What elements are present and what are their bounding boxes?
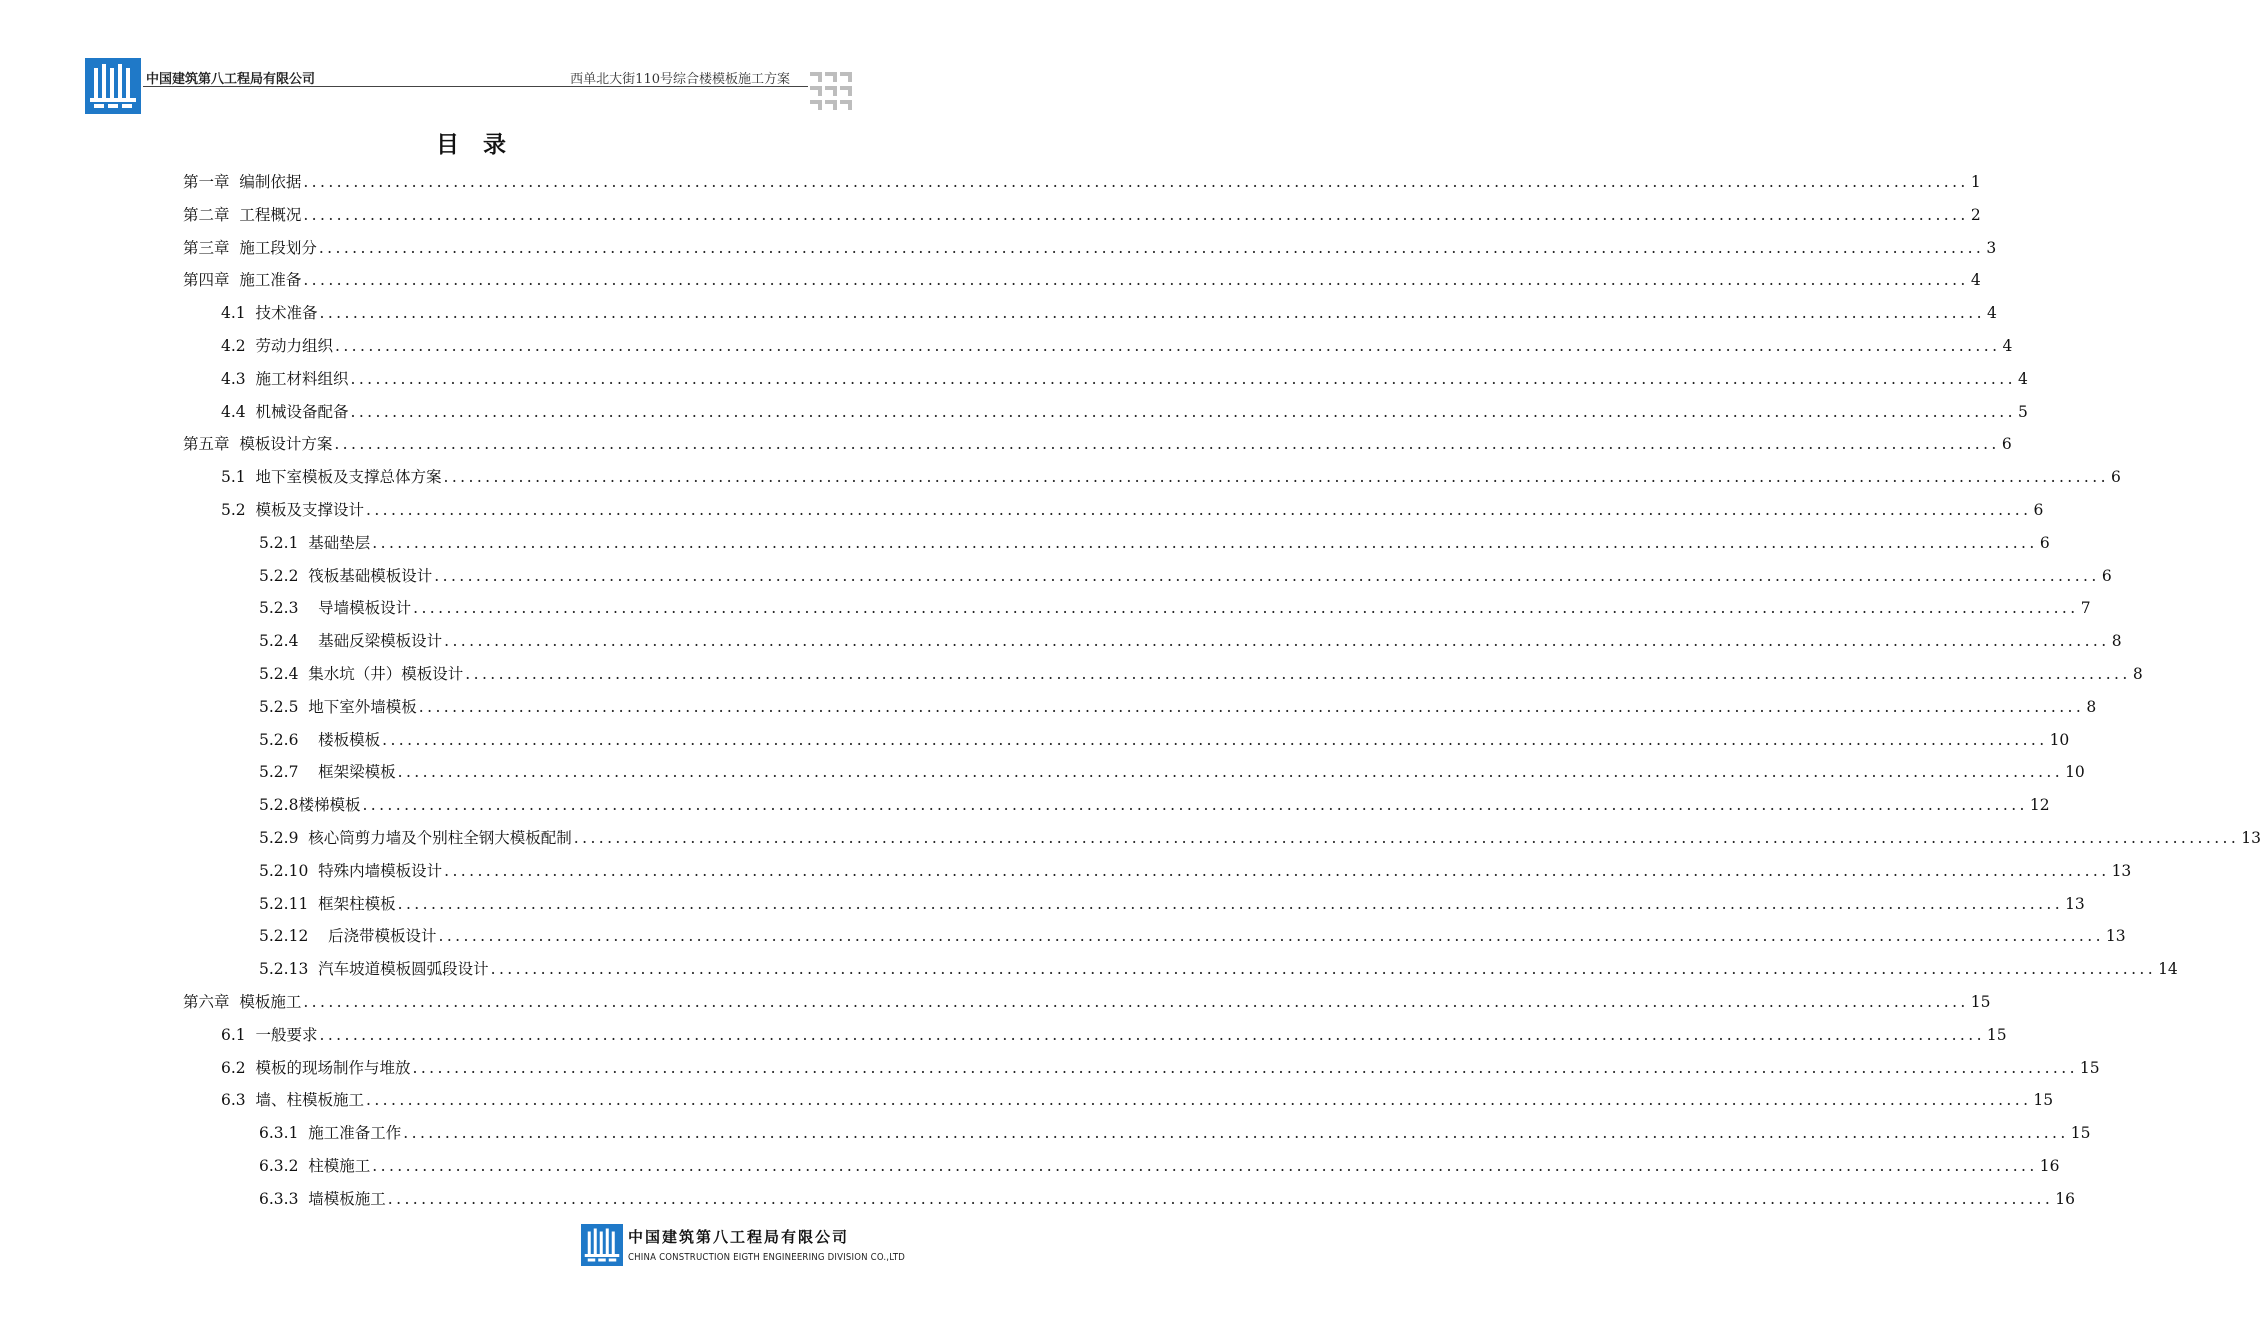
toc-entry[interactable] bbox=[0, 330, 2013, 363]
toc-entry[interactable] bbox=[0, 461, 2121, 494]
toc-entry-title: 第二章 工程概况 bbox=[183, 205, 302, 224]
toc-entry[interactable] bbox=[0, 986, 1991, 1019]
toc-entry-page: 6 bbox=[2033, 500, 2044, 519]
toc-leader-dots: ........................................................................................................................................................................................................ bbox=[319, 304, 1985, 323]
toc-entry-title: 5.2.3 导墙模板设计 bbox=[259, 599, 412, 618]
toc-entry[interactable] bbox=[0, 822, 2261, 855]
toc-entry-title: 5.2.8楼梯模板 bbox=[259, 796, 361, 815]
toc-leader-dots: ........................................................................................................................................................................................................ bbox=[387, 1189, 2054, 1208]
toc-entry-title: 4.4 机械设备配备 bbox=[221, 402, 349, 421]
toc-entry[interactable] bbox=[0, 789, 2050, 822]
toc-entry-title: 6.3 墙、柱模板施工 bbox=[221, 1091, 365, 1110]
toc-leader-dots: ........................................................................................................................................................................................................ bbox=[490, 960, 2157, 979]
toc-entry-page: 1 bbox=[1970, 173, 1981, 191]
toc-entry-title: 第五章 模板设计方案 bbox=[183, 435, 333, 454]
toc-entry-title: 5.2.7 框架梁模板 bbox=[259, 763, 396, 782]
toc-leader-dots: ........................................................................................................................................................................................................ bbox=[403, 1124, 2069, 1143]
toc-entry[interactable] bbox=[0, 1084, 2054, 1117]
toc-entry-page: 15 bbox=[1970, 992, 1991, 1011]
toc-entry[interactable] bbox=[0, 1019, 2007, 1052]
toc-entry-title: 5.2.4 基础反梁模板设计 bbox=[259, 632, 443, 651]
toc-leader-dots: ........................................................................................................................................................................................................ bbox=[362, 796, 2028, 815]
header-company: 中国建筑第八工程局有限公司 bbox=[146, 72, 316, 87]
toc-entry-page: 13 bbox=[2241, 828, 2261, 847]
toc-entry-page: 16 bbox=[2039, 1156, 2060, 1175]
toc-entry[interactable] bbox=[0, 560, 2112, 593]
footer-company-en: CHINA CONSTRUCTION EIGTH ENGINEERING DIVISION CO.,LTD bbox=[628, 1252, 906, 1263]
toc-leader-dots: ........................................................................................................................................................................................................ bbox=[573, 828, 2240, 847]
toc-leader-dots: ........................................................................................................................................................................................................ bbox=[350, 402, 2016, 421]
toc-entry[interactable] bbox=[0, 527, 2050, 560]
header-project-title: 西单北大街110号综合楼模板施工方案 bbox=[570, 72, 790, 87]
toc-entry-title: 6.3.3 墙模板施工 bbox=[259, 1189, 386, 1208]
toc-entry-title: 第三章 施工段划分 bbox=[183, 238, 317, 257]
toc-entry[interactable] bbox=[0, 691, 2097, 724]
toc-leader-dots: ........................................................................................................................................................................................................ bbox=[350, 369, 2016, 388]
toc-entry[interactable] bbox=[0, 1183, 2075, 1216]
toc-entry-page: 13 bbox=[2105, 927, 2126, 946]
toc-entry[interactable] bbox=[0, 1052, 2100, 1085]
toc-entry-page: 16 bbox=[2055, 1189, 2075, 1208]
toc-leader-dots: ........................................................................................................................................................................................................ bbox=[303, 271, 1969, 290]
toc-leader-dots: ........................................................................................................................................................................................................ bbox=[413, 599, 2079, 618]
toc-entry-title: 5.2.2 筏板基础模板设计 bbox=[259, 566, 433, 585]
page-title: 目 录 bbox=[435, 132, 514, 158]
toc-entry-title: 4.3 施工材料组织 bbox=[221, 369, 349, 388]
toc-leader-dots: ........................................................................................................................................................................................................ bbox=[443, 468, 2109, 487]
toc-entry-title: 6.2 模板的现场制作与堆放 bbox=[221, 1058, 411, 1077]
toc-entry[interactable] bbox=[0, 494, 2044, 527]
toc-entry[interactable] bbox=[0, 166, 1981, 199]
toc-entry-page: 13 bbox=[2111, 861, 2132, 880]
toc-entry-title: 5.2.1 基础垫层 bbox=[259, 533, 371, 552]
toc-entry-title: 4.2 劳动力组织 bbox=[221, 336, 334, 355]
toc-leader-dots: ........................................................................................................................................................................................................ bbox=[397, 763, 2064, 782]
toc-entry[interactable] bbox=[0, 855, 2132, 888]
toc-leader-dots: ........................................................................................................................................................................................................ bbox=[438, 927, 2104, 946]
toc-entry-title: 5.2.10 特殊内墙模板设计 bbox=[259, 861, 443, 880]
toc-leader-dots: ........................................................................................................................................................................................................ bbox=[366, 1091, 2032, 1110]
toc-leader-dots: ........................................................................................................................................................................................................ bbox=[319, 1025, 1985, 1044]
toc-entry-title: 5.2.9 核心筒剪力墙及个别柱全钢大模板配制 bbox=[259, 828, 572, 847]
toc-leader-dots: ........................................................................................................................................................................................................ bbox=[318, 238, 1985, 257]
toc-leader-dots: ........................................................................................................................................................................................................ bbox=[335, 336, 2001, 355]
toc-entry-page: 6 bbox=[2101, 566, 2112, 585]
toc-entry-title: 5.2.6 楼板模板 bbox=[259, 730, 381, 749]
toc-entry[interactable] bbox=[0, 1117, 2091, 1150]
toc-entry[interactable] bbox=[0, 756, 2085, 789]
toc-leader-dots: ........................................................................................................................................................................................................ bbox=[418, 697, 2085, 716]
toc-entry[interactable] bbox=[0, 396, 2028, 429]
cscec-logo-icon bbox=[581, 1224, 623, 1266]
toc-entry-page: 6 bbox=[2111, 468, 2121, 487]
toc-entry-page: 15 bbox=[1986, 1025, 2007, 1044]
toc-entry-page: 4 bbox=[2018, 369, 2028, 388]
toc-leader-dots: ........................................................................................................................................................................................................ bbox=[372, 1156, 2038, 1175]
cscec-logo-icon bbox=[85, 58, 141, 114]
toc-leader-dots: ........................................................................................................................................................................................................ bbox=[366, 500, 2032, 519]
header-divider bbox=[143, 86, 808, 87]
toc-leader-dots: ........................................................................................................................................................................................................ bbox=[444, 632, 2110, 651]
toc-entry-page: 10 bbox=[2049, 730, 2070, 749]
toc-entry[interactable] bbox=[0, 264, 1981, 297]
toc-entry-page: 15 bbox=[2033, 1091, 2054, 1110]
toc-entry-title: 5.2.4 集水坑（井）模板设计 bbox=[259, 664, 464, 683]
toc-entry[interactable] bbox=[0, 428, 2012, 461]
toc-entry-title: 5.2 模板及支撑设计 bbox=[221, 500, 365, 519]
toc-entry[interactable] bbox=[0, 232, 1997, 265]
toc-entry-title: 6.1 一般要求 bbox=[221, 1025, 318, 1044]
toc-entry-page: 2 bbox=[1970, 205, 1981, 224]
toc-entry-title: 4.1 技术准备 bbox=[221, 304, 318, 323]
toc-leader-dots: ........................................................................................................................................................................................................ bbox=[334, 435, 2000, 454]
toc-entry-page: 8 bbox=[2086, 697, 2097, 716]
toc-entry-page: 8 bbox=[2132, 664, 2143, 683]
toc-entry[interactable] bbox=[0, 920, 2126, 953]
toc-entry-title: 5.2.11 框架柱模板 bbox=[259, 894, 396, 913]
table-of-contents bbox=[0, 166, 2261, 1216]
toc-entry-page: 4 bbox=[2002, 336, 2013, 355]
footer-company-cn: 中国建筑第八工程局有限公司 bbox=[628, 1228, 850, 1246]
toc-entry[interactable] bbox=[0, 592, 2091, 625]
toc-entry-page: 6 bbox=[2039, 533, 2050, 552]
toc-entry[interactable] bbox=[0, 888, 2085, 921]
toc-entry-page: 4 bbox=[1987, 304, 1997, 323]
toc-leader-dots: ........................................................................................................................................................................................................ bbox=[303, 992, 1969, 1011]
toc-entry-page: 3 bbox=[1986, 238, 1997, 257]
toc-entry-title: 5.2.13 汽车坡道模板圆弧段设计 bbox=[259, 960, 489, 979]
toc-entry-title: 6.3.1 施工准备工作 bbox=[259, 1124, 402, 1143]
toc-entry-page: 15 bbox=[2070, 1124, 2091, 1143]
toc-leader-dots: ........................................................................................................................................................................................................ bbox=[382, 730, 2048, 749]
toc-entry-page: 10 bbox=[2065, 763, 2085, 782]
toc-entry-page: 14 bbox=[2158, 960, 2178, 979]
toc-entry[interactable] bbox=[0, 363, 2028, 396]
toc-leader-dots: ........................................................................................................................................................................................................ bbox=[444, 861, 2110, 880]
cscec-pattern-icon bbox=[808, 68, 854, 112]
toc-entry-title: 5.1 地下室模板及支撑总体方案 bbox=[221, 468, 442, 487]
toc-entry-page: 5 bbox=[2018, 402, 2028, 421]
toc-entry[interactable] bbox=[0, 724, 2070, 757]
toc-entry-title: 第一章 编制依据 bbox=[183, 173, 302, 191]
toc-entry-page: 7 bbox=[2080, 599, 2091, 618]
toc-leader-dots: ........................................................................................................................................................................................................ bbox=[412, 1058, 2078, 1077]
toc-leader-dots: ........................................................................................................................................................................................................ bbox=[434, 566, 2100, 585]
toc-leader-dots: ........................................................................................................................................................................................................ bbox=[303, 205, 1969, 224]
toc-entry[interactable] bbox=[0, 199, 1981, 232]
toc-leader-dots: ........................................................................................................................................................................................................ bbox=[372, 533, 2038, 552]
toc-leader-dots: ........................................................................................................................................................................................................ bbox=[465, 664, 2131, 683]
toc-entry-page: 12 bbox=[2029, 796, 2050, 815]
toc-entry-page: 4 bbox=[1970, 271, 1981, 290]
toc-entry[interactable] bbox=[0, 953, 2178, 986]
toc-entry-title: 6.3.2 柱模施工 bbox=[259, 1156, 371, 1175]
toc-entry-page: 13 bbox=[2065, 894, 2085, 913]
toc-entry[interactable] bbox=[0, 297, 1997, 330]
toc-leader-dots: ........................................................................................................................................................................................................ bbox=[303, 173, 1969, 191]
toc-entry-title: 第六章 模板施工 bbox=[183, 992, 302, 1011]
toc-entry-title: 第四章 施工准备 bbox=[183, 271, 302, 290]
toc-entry[interactable] bbox=[0, 658, 2143, 691]
toc-entry[interactable] bbox=[0, 1150, 2060, 1183]
toc-entry-page: 8 bbox=[2111, 632, 2122, 651]
toc-entry-page: 6 bbox=[2001, 435, 2012, 454]
toc-entry-page: 15 bbox=[2079, 1058, 2100, 1077]
toc-entry-title: 5.2.12 后浇带模板设计 bbox=[259, 927, 437, 946]
toc-entry-title: 5.2.5 地下室外墙模板 bbox=[259, 697, 417, 716]
toc-leader-dots: ........................................................................................................................................................................................................ bbox=[397, 894, 2064, 913]
toc-entry[interactable] bbox=[0, 625, 2122, 658]
